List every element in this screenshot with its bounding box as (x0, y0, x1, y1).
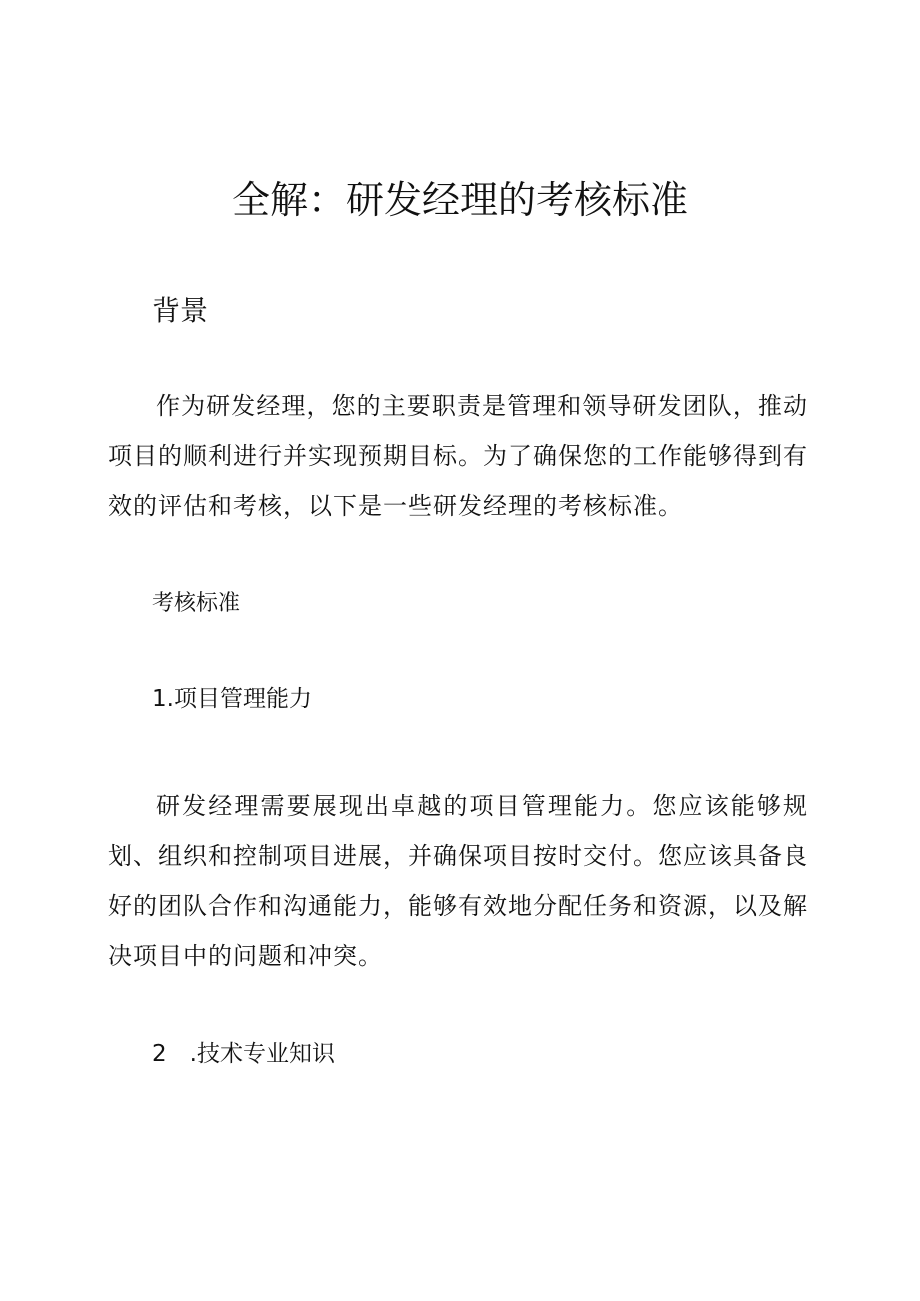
background-paragraph: 作为研发经理，您的主要职责是管理和领导研发团队，推动项目的顺利进行并实现预期目标。为了确保您的工作能够得到有效的评估和考核，以下是一些研发经理的考核标准。 (108, 392, 808, 520)
item1-heading: 1.项目管理能力 (152, 686, 312, 712)
item2-heading: 2 .技术专业知识 (152, 1041, 335, 1067)
page-title: 全解：研发经理的考核标准 (231, 178, 688, 222)
background-heading: 背景 (152, 294, 209, 327)
criteria-heading: 考核标准 (152, 591, 241, 616)
item1-paragraph: 研发经理需要展现出卓越的项目管理能力。您应该能够规划、组织和控制项目进展，并确保项目按时交付。您应该具备良好的团队合作和沟通能力，能够有效地分配任务和资源，以及解决项目中的问题和冲突。 (108, 792, 808, 970)
